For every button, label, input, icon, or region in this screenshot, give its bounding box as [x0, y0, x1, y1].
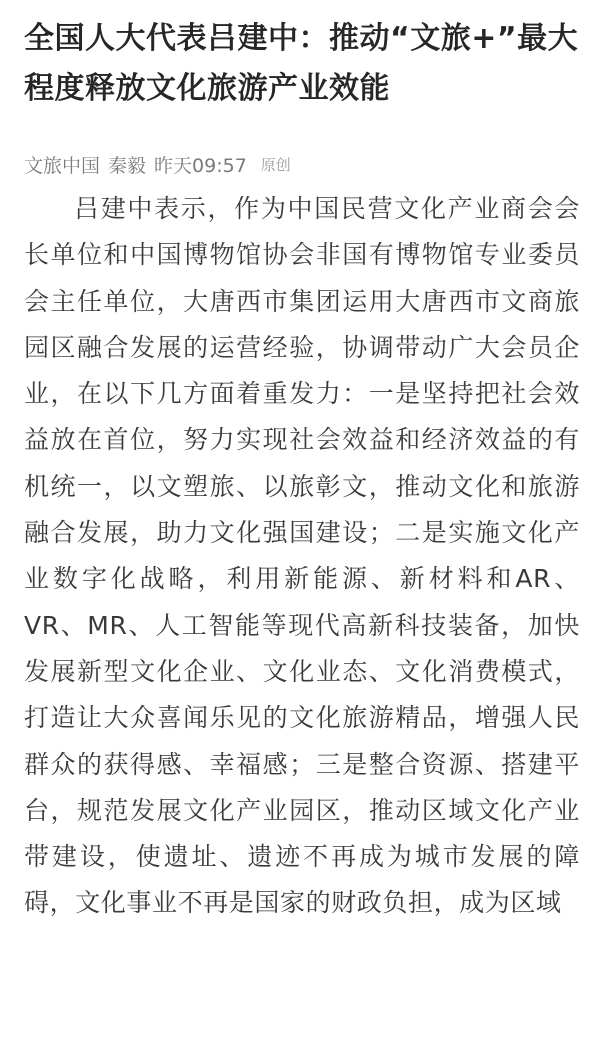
article-title: 全国人大代表吕建中：推动“文旅+”最大程度释放文化旅游产业效能 — [24, 21, 579, 106]
article-body: 吕建中表示，作为中国民营文化产业商会会长单位和中国博物馆协会非国有博物馆专业委员会主任单位，大唐西市集团运用大唐西市文商旅园区融合发展的运营经验，协调带动广大会员企业，在以下几方面着重发力：一是坚持把社会效益放在首位，努力实现社会效益和经济效益的有机统一，以文塑旅、以旅彰文，推动文化和旅游融合发展，助力文化强国建设；二是实施文化产业数字化战略，利用新能源、新材料和AR、VR、MR、人工智能等现代高新科技装备，加快发展新型文化企业、文化业态、文化消费模式，打造让大众喜闻乐见的文化旅游精品，增强人民群众的获得感、幸福感；三是整合资源、搭建平台，规范发展文化产业园区，推动区域文化产业带建设，使遗址、遗迹不再成为城市发展的障碍，文化事业不再是国家的财政负担，成为区域 — [24, 194, 580, 918]
account-name[interactable]: 文旅中国 — [24, 154, 101, 177]
publish-time: 昨天09:57 — [154, 154, 247, 177]
original-badge: 原创 — [260, 155, 291, 174]
article-meta — [24, 149, 580, 179]
author-name: 秦毅 — [108, 154, 147, 177]
